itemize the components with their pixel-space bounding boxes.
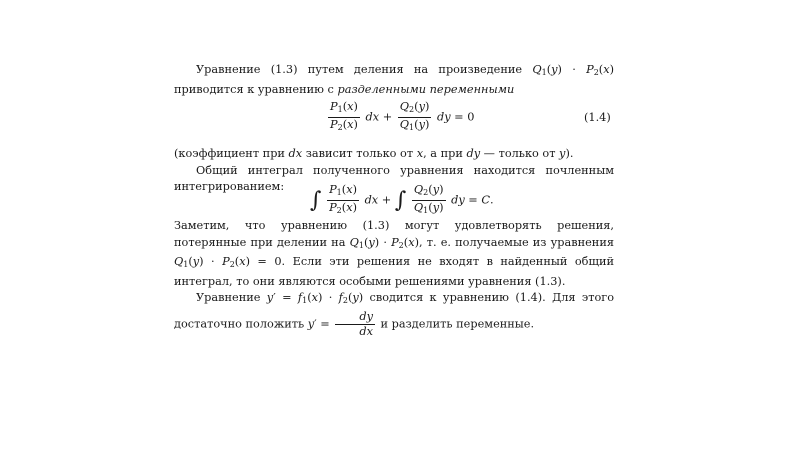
fraction-p1-p2-int: $\frac{P_1(x)}{P_2(x)}$ xyxy=(329,183,357,215)
fraction-q2-q1: $\frac{Q_2(y)}{Q_1(y)}$ xyxy=(399,100,430,132)
fraction-q2-q1-int: $\frac{Q_2(y)}{Q_1(y)}$ xyxy=(413,183,444,215)
fraction-p1-p2: $\frac{P_1(x)}{P_2(x)}$ xyxy=(330,100,358,132)
equation-number: (1.4) xyxy=(584,111,611,124)
para4-text: Заметим, что уравнению (1.3) могут удовлетворять решения, потерянные при делении на $Q_1(y) \cdot P_2(x)$, т. е. получаемые из уравнения $Q_1(y) \cdot P_2(x) = 0$. Если эти решения не входят в найденный общий интеграл, то они являются особыми решениями уравнения (1.3). xyxy=(174,219,615,288)
integral-equation: ∫ $\frac{P_1(x)}{P_2(x)}$ dx + ∫ $\frac{Q_2(y)}{Q_1(y)}$ dy = C. xyxy=(310,183,494,218)
para2-text: (коэффициент при dx зависит только от x, а при dy — только от y). xyxy=(174,147,574,160)
equation-1-4: $\frac{P_1(x)}{P_2(x)}$ dx + $\frac{Q_2(y)}{Q_1(y)}$ dy = 0 xyxy=(326,100,474,135)
para1-text: Уравнение (1.3) путем деления на произведение $Q_1(y) \cdot P_2(x)$ приводится к уравнению с разделенными переменными xyxy=(174,63,615,96)
paragraph-4 xyxy=(174,218,614,339)
para3-text: Общий интеграл полученного уравнения находится почленным интегрированием: xyxy=(174,163,614,193)
para5-text: Уравнение $y' = f_1(x) \cdot f_2(y)$ сводится к уравнению (1.4). Для этого достаточно положить y′ = $\frac{dy}{dx}$ и разделить переменные. xyxy=(174,291,614,338)
integral-sign: ∫ xyxy=(394,188,407,213)
fraction-dy-dx: $\frac{dy}{dx}$ xyxy=(335,310,375,339)
paragraph-1 xyxy=(174,62,614,98)
integral-sign: ∫ xyxy=(310,188,322,213)
